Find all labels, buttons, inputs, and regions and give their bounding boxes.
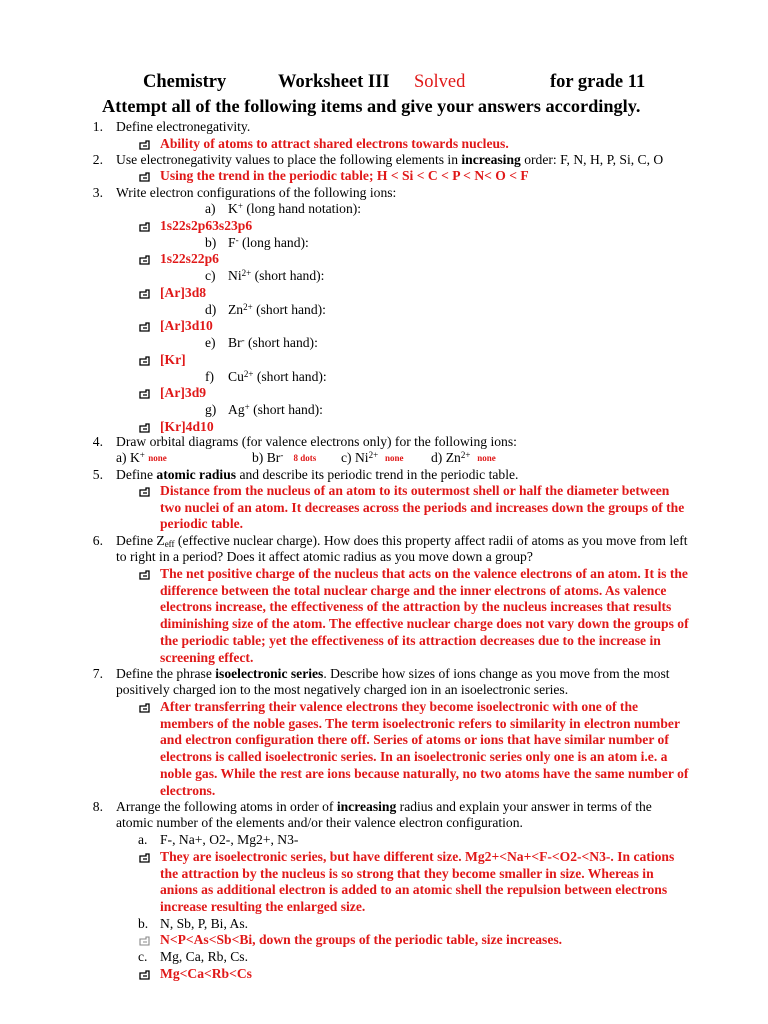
q3-item-answer: [Kr]4d10 — [160, 418, 214, 434]
q6-question: Define Zeff (effective nuclear charge). How does this property affect radii of atoms as you move from left — [116, 533, 688, 549]
q3-item-label: d) — [205, 301, 217, 317]
q2-question: Use electronegativity values to place the following elements in increasing order: F, N, H, P, Si, C, O — [116, 152, 664, 167]
q3-item-question: $Cu^{2+}$ (short hand): — [228, 368, 327, 384]
pointing-hand-icon — [138, 485, 152, 499]
q3-number: 3. — [92, 185, 103, 200]
q8-a-answer-text: increase resulting the enlarged size. — [160, 899, 366, 915]
pointing-hand-icon — [138, 568, 152, 582]
q3-item-question: K+ (long hand notation): — [228, 201, 362, 216]
q6-answer-text: difference between the total nuclear charge and the inner electrons of atoms. As valence — [160, 582, 667, 598]
q3-item-label: b) — [205, 234, 217, 250]
q3-item-question: $Zn^{2+}$ (short hand): — [228, 301, 326, 317]
pointing-hand-icon — [138, 170, 152, 184]
q8-b-answer: N<P<As<Sb<Bi, down the groups of the periodic table, size increases. — [160, 932, 563, 947]
q6-answer-text: diminishing size of the atom. The effective nuclear charge does not vary down the groups of — [160, 616, 689, 632]
q6-answer-text: the periodic table; yet the effectiveness of its attraction decreases due to the increase in — [160, 632, 661, 648]
q7-question: Define the phrase isoelectronic series. Describe how sizes of ions change as you move from the most — [116, 666, 670, 681]
q5-answer-text: periodic table. — [160, 516, 244, 532]
q3-item-question: Ag+ (short hand): — [228, 402, 323, 417]
q3-item-answer: [Ar]3d10 — [160, 318, 213, 333]
q7-answer-text: electrons is called isoelectronic series. In an isoelectronic series only one is an atom i.e. a — [160, 749, 668, 765]
q3-item-answer: [Ar]3d8 — [160, 284, 207, 300]
q1-question: Define electronegativity. — [116, 119, 251, 134]
q8-question-cont: atomic number of the elements and/or their valence electron configuration. — [116, 815, 523, 830]
title-grade: for grade 11 — [550, 72, 646, 92]
q5-number: 5. — [92, 467, 103, 482]
pointing-hand-icon — [138, 220, 152, 234]
q8-question: Arrange the following atoms in order of increasing radius and explain your answer in terms of the — [116, 799, 652, 814]
q6-question-cont: to right in a period? Does it affect atomic radius as you move down a group? — [116, 549, 533, 564]
q4-question: Draw orbital diagrams (for valence electrons only) for the following ions: — [116, 434, 517, 449]
q3-item-question: F- (long hand): — [228, 234, 309, 250]
pointing-hand-icon — [138, 287, 152, 301]
q4-part-b: b) Br- 8 dots — [252, 450, 317, 465]
pointing-hand-icon — [138, 701, 152, 715]
q7-answer-text: After transferring their valence electrons they become isoelectronic with one of the — [160, 699, 639, 714]
q8-a-label: a. — [138, 832, 148, 847]
pointing-hand-icon — [138, 138, 152, 152]
q3-item-label: a) — [205, 201, 216, 216]
pointing-hand-icon — [138, 968, 152, 982]
q3-item-label: g) — [205, 402, 217, 417]
q8-number: 8. — [92, 799, 103, 814]
q2-answer: Using the trend in the periodic table; H < Si < C < P < N< O < F — [160, 168, 529, 183]
q7-answer-text: noble gas. While the rest are ions because naturally, no two atoms have the same number of — [160, 765, 689, 781]
q1-answer: Ability of atoms to attract shared electrons towards nucleus. — [160, 136, 509, 151]
q4-part-c: c) $Ni^{2+}$ none — [341, 450, 404, 465]
q4-part-d: d) $Zn^{2+}$ none — [431, 450, 496, 465]
q8-b-label: b. — [138, 916, 149, 931]
pointing-hand-icon — [138, 421, 152, 435]
q3-item-answer: [Kr] — [160, 351, 186, 367]
q4-part-a: a) K+ none — [116, 450, 167, 465]
q1-number: 1. — [92, 119, 103, 134]
pointing-hand-icon — [138, 320, 152, 334]
q3-item-answer: [Ar]3d9 — [160, 385, 207, 400]
pointing-hand-icon — [138, 354, 152, 368]
q3-item-question: Br- (short hand): — [228, 335, 318, 350]
q3-item-answer: 1s22s22p6 — [160, 251, 219, 266]
title-solved: Solved — [414, 72, 466, 92]
q7-answer-text: electrons. — [160, 782, 216, 798]
q3-item-label: e) — [205, 335, 216, 350]
q8-c-label: c. — [138, 949, 148, 964]
q3-item-answer: 1s22s2p63s23p6 — [160, 217, 253, 233]
q3-item-label: c) — [205, 268, 216, 283]
q5-answer-text: Distance from the nucleus of an atom to its outermost shell or half the diameter between — [160, 483, 670, 498]
q8-c-answer: Mg<Ca<Rb<Cs — [160, 966, 252, 981]
subtitle: Attempt all of the following items and give your answers accordingly. — [102, 96, 641, 116]
pointing-hand-icon — [138, 387, 152, 401]
q4-number: 4. — [92, 434, 103, 449]
q2-number: 2. — [92, 152, 103, 167]
q8-a-answer-text: the attraction by the nucleus is so strong that they become smaller in size. Whereas in — [160, 865, 654, 881]
pointing-hand-icon — [138, 253, 152, 267]
q5-question: Define atomic radius and describe its periodic trend in the periodic table. — [116, 467, 519, 482]
q8-a-answer-text: anions as additional electron is added to an atomic shell the repulsion between electrons — [160, 882, 668, 898]
q7-question-cont: positively charged ion to the most negatively charged ion in an isoelectronic series. — [116, 682, 569, 697]
q3-question: Write electron configurations of the following ions: — [116, 185, 397, 200]
q8-a-question: F-, Na+, O2-, Mg2+, N3- — [160, 832, 299, 847]
q3-item-question: $Ni^{2+}$ (short hand): — [228, 268, 325, 283]
q7-answer-text: and electron configuration there off. Series of atoms or ions that have similar number of — [160, 732, 669, 748]
q3-item-label: f) — [205, 368, 215, 384]
q6-answer-text: electrons increase, the effectiveness of the attraction by the nucleus increases that results — [160, 599, 672, 615]
q8-c-question: Mg, Ca, Rb, Cs. — [160, 949, 248, 964]
q6-answer-text: The net positive charge of the nucleus that acts on the valence electrons of an atom. It is the — [160, 566, 688, 581]
pointing-hand-icon — [138, 934, 152, 948]
q7-answer-text: members of the noble gases. The term isoelectronic refers to similarity in electron number — [160, 715, 680, 731]
q8-b-question: N, Sb, P, Bi, As. — [160, 916, 249, 931]
pointing-hand-icon — [138, 851, 152, 865]
q6-number: 6. — [92, 533, 103, 548]
q6-answer-text: screening effect. — [160, 649, 254, 665]
q5-answer-text: two nuclei of an atom. It decreases across the periods and increases down the groups of the — [160, 499, 685, 515]
title-worksheet: Worksheet III — [278, 72, 390, 92]
q8-a-answer-text: They are isoelectronic series, but have different size. Mg2+<Na+<F-<O2-<N3-. In cations — [160, 849, 675, 864]
q7-number: 7. — [92, 666, 103, 681]
title-chemistry: Chemistry — [143, 72, 227, 92]
